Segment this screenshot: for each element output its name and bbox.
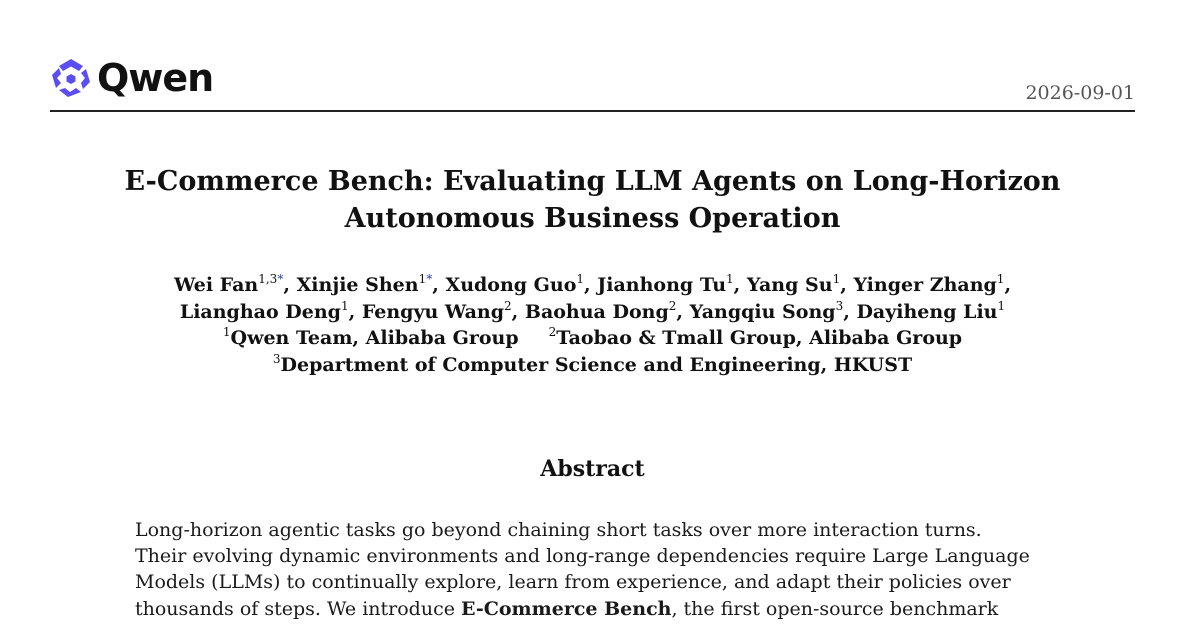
benchmark-name: E-Commerce Bench (461, 597, 672, 620)
paper-title (50, 163, 1135, 237)
author: Fengyu Wang$^2$ (361, 298, 512, 323)
publication-date: 2026-09-01 (1025, 82, 1135, 104)
author: Xinjie Shen$^{1*}$ (296, 272, 433, 296)
abstract-line: Long-horizon agentic tasks go beyond chaining short tasks over more interaction turns. (135, 519, 982, 541)
abstract-line: Their evolving dynamic environments and long-range dependencies require Large Language (135, 545, 1030, 568)
author-block (50, 272, 1135, 378)
abstract-heading: Abstract (540, 456, 645, 482)
affiliation: $^2$Taobao & Tmall Group, Alibaba Group (548, 325, 963, 349)
author-line: Lianghao Deng$^1$, Fengyu Wang$^2$, Baohua Dong$^2$, Yangqiu Song$^3$, Dayiheng Liu$^1$ (179, 298, 1006, 323)
author: Xudong Guo$^1$ (445, 272, 585, 296)
qwen-logo-icon (50, 57, 92, 99)
author-line: Wei Fan$^{1,3*}$, Xinjie Shen$^{1*}$, Xudong Guo$^1$, Jianhong Tu$^1$, Yang Su$^1$, Yinger Zhang$^1$, (173, 272, 1012, 296)
author: Yang Su$^1$ (746, 272, 841, 296)
author: Jianhong Tu$^1$ (597, 272, 734, 296)
author: Dayiheng Liu$^1$ (856, 298, 1006, 323)
abstract-text (135, 517, 1050, 622)
paper-header (50, 52, 1135, 112)
affiliation: $^1$Qwen Team, Alibaba Group (222, 325, 519, 349)
abstract-line: Models (LLMs) to continually explore, learn from experience, and adapt their policies over (135, 571, 1011, 594)
affiliation-line (50, 325, 1135, 352)
title-line: Autonomous Business Operation (344, 203, 841, 234)
header-rule (50, 110, 1135, 112)
author: Yangqiu Song$^3$ (689, 298, 844, 323)
title-line: E-Commerce Bench: Evaluating LLM Agents on Long-Horizon (124, 166, 1061, 197)
brand-name: Qwen (97, 56, 214, 100)
author: Wei Fan$^{1,3*}$ (173, 272, 284, 296)
author: Baohua Dong$^2$ (524, 298, 677, 323)
abstract-line: thousands of steps. We introduce E-Commerce Bench, the first open-source benchmark (135, 597, 999, 620)
brand-logo (50, 55, 213, 101)
affiliation-line (50, 352, 1135, 379)
author: Lianghao Deng$^1$ (179, 298, 349, 323)
author: Yinger Zhang$^1$ (853, 272, 1005, 296)
affiliation: $^3$Department of Computer Science and Engineering, HKUST (272, 351, 913, 376)
